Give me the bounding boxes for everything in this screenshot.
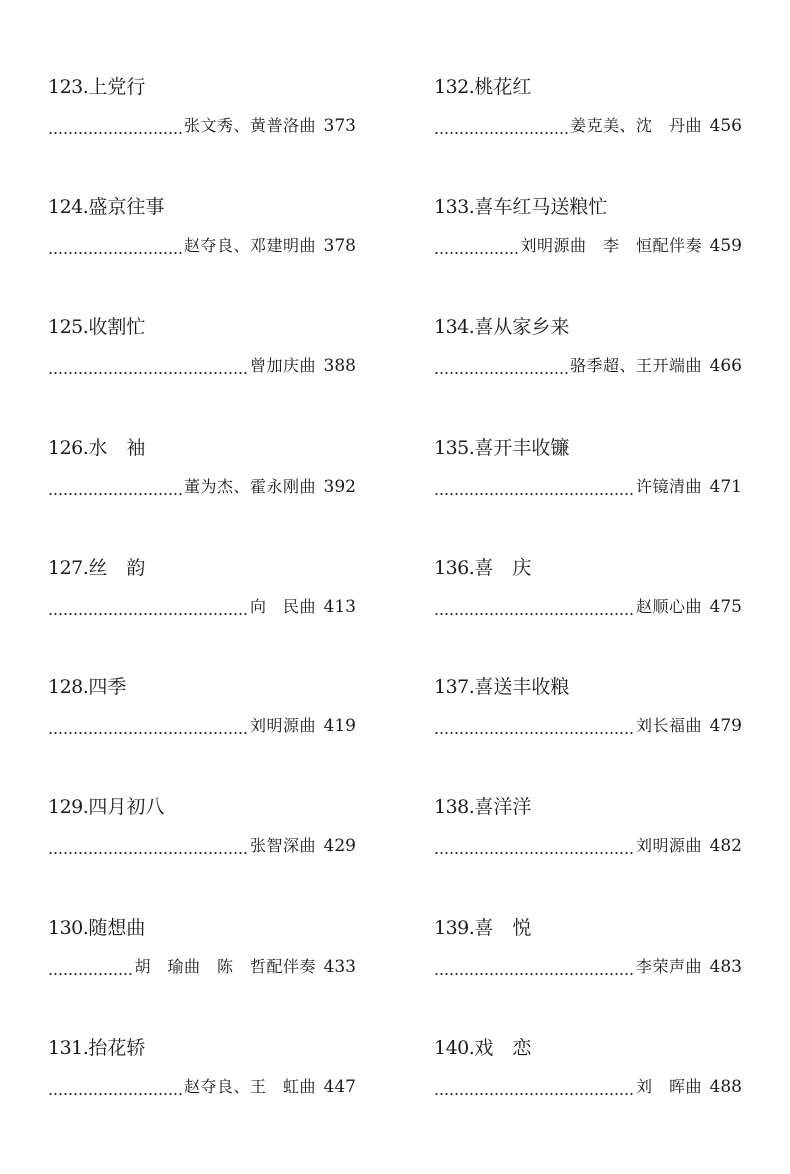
entry-title-text: 喜送丰收粮: [474, 676, 570, 698]
dot-leader: [434, 357, 568, 375]
toc-entry: [48, 675, 356, 755]
entry-title-text: 四月初八: [88, 796, 165, 818]
entry-title-text: 喜 悦: [474, 917, 532, 939]
entry-title: [434, 195, 607, 219]
entry-leader-line: [48, 233, 356, 257]
dot-leader: [48, 598, 248, 616]
dot-leader: [434, 1078, 634, 1096]
entry-composer: 刘 晖曲: [635, 1077, 702, 1096]
entry-leader-line: [48, 474, 356, 498]
entry-leader-line: [434, 954, 742, 978]
entry-title-text: 桃花红: [474, 76, 532, 98]
entry-page-number: 429: [323, 836, 356, 856]
entry-title-text: 喜洋洋: [474, 796, 532, 818]
dot-leader: [48, 117, 182, 135]
dot-leader: [434, 958, 634, 976]
entry-title: [434, 556, 531, 580]
entry-title: [48, 795, 164, 819]
entry-title-text: 喜开丰收镰: [474, 437, 570, 459]
entry-leader-line: [48, 833, 356, 857]
entry-number: 134.: [434, 316, 475, 338]
entry-number: 135.: [434, 437, 475, 459]
entry-composer: 董为杰、霍永刚曲: [183, 477, 316, 496]
entry-number: 127.: [48, 557, 89, 579]
dot-leader: [434, 478, 634, 496]
entry-composer: 胡 瑜曲 陈 哲配伴奏: [134, 957, 316, 976]
toc-entry: [434, 75, 742, 155]
entry-title-text: 抬花轿: [88, 1037, 146, 1059]
entry-page-number: 388: [323, 356, 356, 376]
toc-entry: [434, 315, 742, 395]
entry-composer: 许镜清曲: [635, 477, 702, 496]
dot-leader: [434, 837, 634, 855]
entry-title: [48, 315, 145, 339]
entry-composer: 曾加庆曲: [249, 356, 316, 375]
dot-leader: [434, 237, 518, 255]
entry-title-text: 收割忙: [88, 316, 146, 338]
entry-title: [48, 75, 145, 99]
dot-leader: [48, 237, 182, 255]
entry-title-text: 盛京往事: [88, 196, 165, 218]
entry-title: [434, 916, 531, 940]
toc-entry: [48, 75, 356, 155]
toc-entry: [48, 556, 356, 636]
toc-entry: [434, 436, 742, 516]
entry-title-text: 上党行: [88, 76, 146, 98]
entry-title-text: 四季: [88, 676, 127, 698]
entry-number: 140.: [434, 1037, 475, 1059]
entry-title: [48, 556, 145, 580]
entry-title: [434, 795, 531, 819]
dot-leader: [48, 717, 248, 735]
entry-leader-line: [434, 233, 742, 257]
entry-page-number: 466: [709, 356, 742, 376]
entry-title: [434, 1036, 531, 1060]
entry-title-text: 喜 庆: [474, 557, 532, 579]
dot-leader: [434, 117, 568, 135]
entry-leader-line: [48, 1074, 356, 1098]
toc-entry: [434, 795, 742, 875]
entry-title: [434, 675, 569, 699]
entry-number: 126.: [48, 437, 89, 459]
entry-composer: 骆季超、王开端曲: [569, 356, 702, 375]
entry-title-text: 戏 恋: [474, 1037, 532, 1059]
entry-title: [434, 315, 569, 339]
entry-title: [48, 436, 145, 460]
dot-leader: [48, 478, 182, 496]
entry-number: 125.: [48, 316, 89, 338]
dot-leader: [434, 717, 634, 735]
entry-number: 138.: [434, 796, 475, 818]
entry-title-text: 喜车红马送粮忙: [474, 196, 608, 218]
entry-number: 136.: [434, 557, 475, 579]
entry-page-number: 488: [709, 1077, 742, 1097]
entry-page-number: 413: [323, 597, 356, 617]
entry-leader-line: [434, 1074, 742, 1098]
entry-number: 137.: [434, 676, 475, 698]
entry-page-number: 475: [709, 597, 742, 617]
entry-title-text: 喜从家乡来: [474, 316, 570, 338]
toc-entry: [48, 1036, 356, 1116]
entry-page-number: 483: [709, 957, 742, 977]
entry-title: [48, 195, 164, 219]
entry-leader-line: [434, 113, 742, 137]
entry-page-number: 447: [323, 1077, 356, 1097]
entry-title: [48, 1036, 145, 1060]
dot-leader: [48, 1078, 182, 1096]
entry-page-number: 433: [323, 957, 356, 977]
entry-leader-line: [48, 713, 356, 737]
entry-composer: 刘明源曲 李 恒配伴奏: [520, 236, 702, 255]
entry-number: 131.: [48, 1037, 89, 1059]
entry-title-text: 随想曲: [88, 917, 146, 939]
dot-leader: [48, 357, 248, 375]
entry-page-number: 456: [709, 116, 742, 136]
entry-title-text: 水 袖: [88, 437, 146, 459]
entry-leader-line: [434, 474, 742, 498]
toc-entry: [434, 675, 742, 755]
entry-composer: 向 民曲: [249, 597, 316, 616]
entry-number: 132.: [434, 76, 475, 98]
entry-composer: 张文秀、黄普洛曲: [183, 116, 316, 135]
entry-title: [48, 675, 126, 699]
entry-leader-line: [48, 594, 356, 618]
entry-page-number: 378: [323, 236, 356, 256]
entry-title-text: 丝 韵: [88, 557, 146, 579]
entry-composer: 赵夺良、邓建明曲: [183, 236, 316, 255]
entry-number: 124.: [48, 196, 89, 218]
entry-number: 128.: [48, 676, 89, 698]
toc-entry: [434, 1036, 742, 1116]
entry-page-number: 392: [323, 477, 356, 497]
toc-entry: [434, 195, 742, 275]
entry-title: [48, 916, 145, 940]
entry-leader-line: [434, 353, 742, 377]
entry-page-number: 471: [709, 477, 742, 497]
toc-entry: [48, 436, 356, 516]
dot-leader: [48, 958, 132, 976]
entry-page-number: 373: [323, 116, 356, 136]
entry-title: [434, 436, 569, 460]
entry-leader-line: [48, 353, 356, 377]
entry-number: 129.: [48, 796, 89, 818]
entry-page-number: 459: [709, 236, 742, 256]
entry-number: 130.: [48, 917, 89, 939]
entry-leader-line: [434, 833, 742, 857]
toc-entry: [48, 795, 356, 875]
entry-leader-line: [48, 113, 356, 137]
entry-number: 133.: [434, 196, 475, 218]
entry-composer: 赵顺心曲: [635, 597, 702, 616]
entry-page-number: 482: [709, 836, 742, 856]
entry-number: 123.: [48, 76, 89, 98]
entry-page-number: 419: [323, 716, 356, 736]
entry-leader-line: [434, 594, 742, 618]
entry-composer: 张智深曲: [249, 836, 316, 855]
entry-title: [434, 75, 531, 99]
entry-page-number: 479: [709, 716, 742, 736]
toc-entry: [434, 916, 742, 996]
entry-number: 139.: [434, 917, 475, 939]
dot-leader: [48, 837, 248, 855]
entry-composer: 刘明源曲: [249, 716, 316, 735]
entry-composer: 刘明源曲: [635, 836, 702, 855]
entry-composer: 李荣声曲: [635, 957, 702, 976]
toc-entry: [434, 556, 742, 636]
dot-leader: [434, 598, 634, 616]
entry-leader-line: [434, 713, 742, 737]
toc-entry: [48, 195, 356, 275]
entry-composer: 姜克美、沈 丹曲: [569, 116, 702, 135]
entry-leader-line: [48, 954, 356, 978]
entry-composer: 刘长福曲: [635, 716, 702, 735]
toc-entry: [48, 315, 356, 395]
entry-composer: 赵夺良、王 虹曲: [183, 1077, 316, 1096]
toc-entry: [48, 916, 356, 996]
